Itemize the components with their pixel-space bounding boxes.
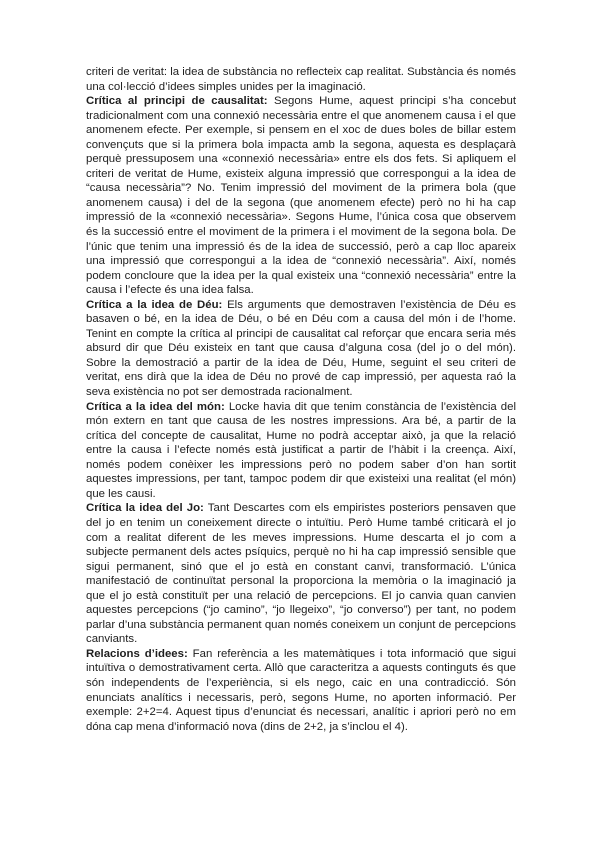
paragraph-body: Locke havia dit que tenim constància de l’existència del món extern en tant que causa de les nostres impressions. Ara bé, a partir de la crítica del concepte de causalitat, Hume no podrà acceptar això, ja que la relació entre la causa i l’efecte només està justificat a partir de l’hàbit i la creença. Així, només podem conèixer les impressions però no podem saber d’on han sortit aquestes impressions, per tant, tampoc podem dir que existeixi una realitat (el món) que les causi. (86, 400, 516, 500)
paragraph-body: Els arguments que demostraven l’existència de Déu es basaven o bé, en la idea de Déu, o bé en Déu com a causa del món i de l’home. Tenint en compte la crítica al principi de causalitat cal reforçar que encara seria més absurd dir que Déu existeix en tant que causa d’alguna cosa (del jo o del món). Sobre la demostració a partir de la idea de Déu, Hume, seguint el seu criteri de veritat, ens dirà que la idea de Déu no prové de cap impressió, per aquesta raó la seva existència no pot ser demostrada racionalment. (86, 298, 516, 399)
paragraph-body: criteri de veritat: la idea de substància no reflecteix cap realitat. Substància és només una col·lecció d’idees simples unides per la imaginació. (86, 66, 516, 93)
paragraph-self-critique (86, 501, 516, 646)
paragraph-causality-critique (86, 94, 516, 298)
paragraph-god-critique (86, 298, 516, 400)
paragraph-heading-god: Crítica a la idea de Déu: (86, 298, 223, 311)
paragraph-heading-relations: Relacions d’idees: (86, 647, 188, 660)
paragraph-substance-continuation (86, 65, 516, 94)
paragraph-heading-world: Crítica a la idea del món: (86, 400, 225, 413)
paragraph-body: Fan referència a les matemàtiques i tota informació que sigui intuïtiva o demostrativament certa. Allò que caracteritza a aquests continguts és que són independents de l’experiència, si els nego, caic en una contradicció. Són enunciats analítics i necessaris, però, segons Hume, no aporten informació. Per exemple: 2+2=4. Aquest tipus d’enunciat és necessari, analític i apriori però no em dóna cap mena d’informació nova (dins de 2+2, ja s’inclou el 4). (86, 647, 516, 733)
paragraph-heading-self: Crítica la idea del Jo: (86, 502, 204, 515)
document-page (86, 65, 516, 734)
paragraph-body: Segons Hume, aquest principi s’ha concebut tradicionalment com una connexió necessària entre el que anomenem causa i el que anomenem efecte. Per exemple, si pensem en el xoc de dues boles de billar estem convençuts que si la primera bola impacta amb la segona, aquesta es desplaçarà perquè pressuposem una «connexió necessària» entre els dos fets. Si apliquem el criteri de veritat de Hume, existeix alguna impressió que correspongui a la idea de “causa necessària”? No. Tenim impressió del moviment de la primera bola (que anomenem causa) i del de la segona (que anomenem efecte) però no hi ha cap impressió de la «connexió necessària». Segons Hume, l’única cosa que observem és la successió entre el moviment de la primera i el moviment de la segona bola. De l’únic que tenim una impressió és de la idea de successió, però a cap lloc apareix una impressió que correspongui a la idea de “connexió necessària”. Així, només podem concloure que la idea per la qual existeix una “connexió necessària” entre la causa i l’efecte és una idea falsa. (86, 95, 516, 297)
paragraph-world-critique (86, 400, 516, 502)
paragraph-heading-causality: Crítica al principi de causalitat: (86, 95, 268, 108)
paragraph-relations-of-ideas (86, 647, 516, 734)
paragraph-body: Tant Descartes com els empiristes posteriors pensaven que del jo en tenim un coneixement directe o intuïtiu. Però Hume també criticarà el jo com a realitat diferent de les meves impressions. Hume descarta el jo com a subjecte permanent dels actes psíquics, perquè no hi ha cap impressió sensible que sigui permanent, sinó que el jo està en constant canvi, transformació. L’única manifestació de continuïtat personal la proporciona la memòria o la imaginació ja que el jo està constituït per una relació de percepcions. El jo canvia quan canvien aquestes percepcions (“jo camino”, “jo llegeixo”, “jo converso”) per tant, no podem parlar d’una substància permanent quan només coneixem un conjunt de percepcions canviants. (86, 502, 516, 646)
